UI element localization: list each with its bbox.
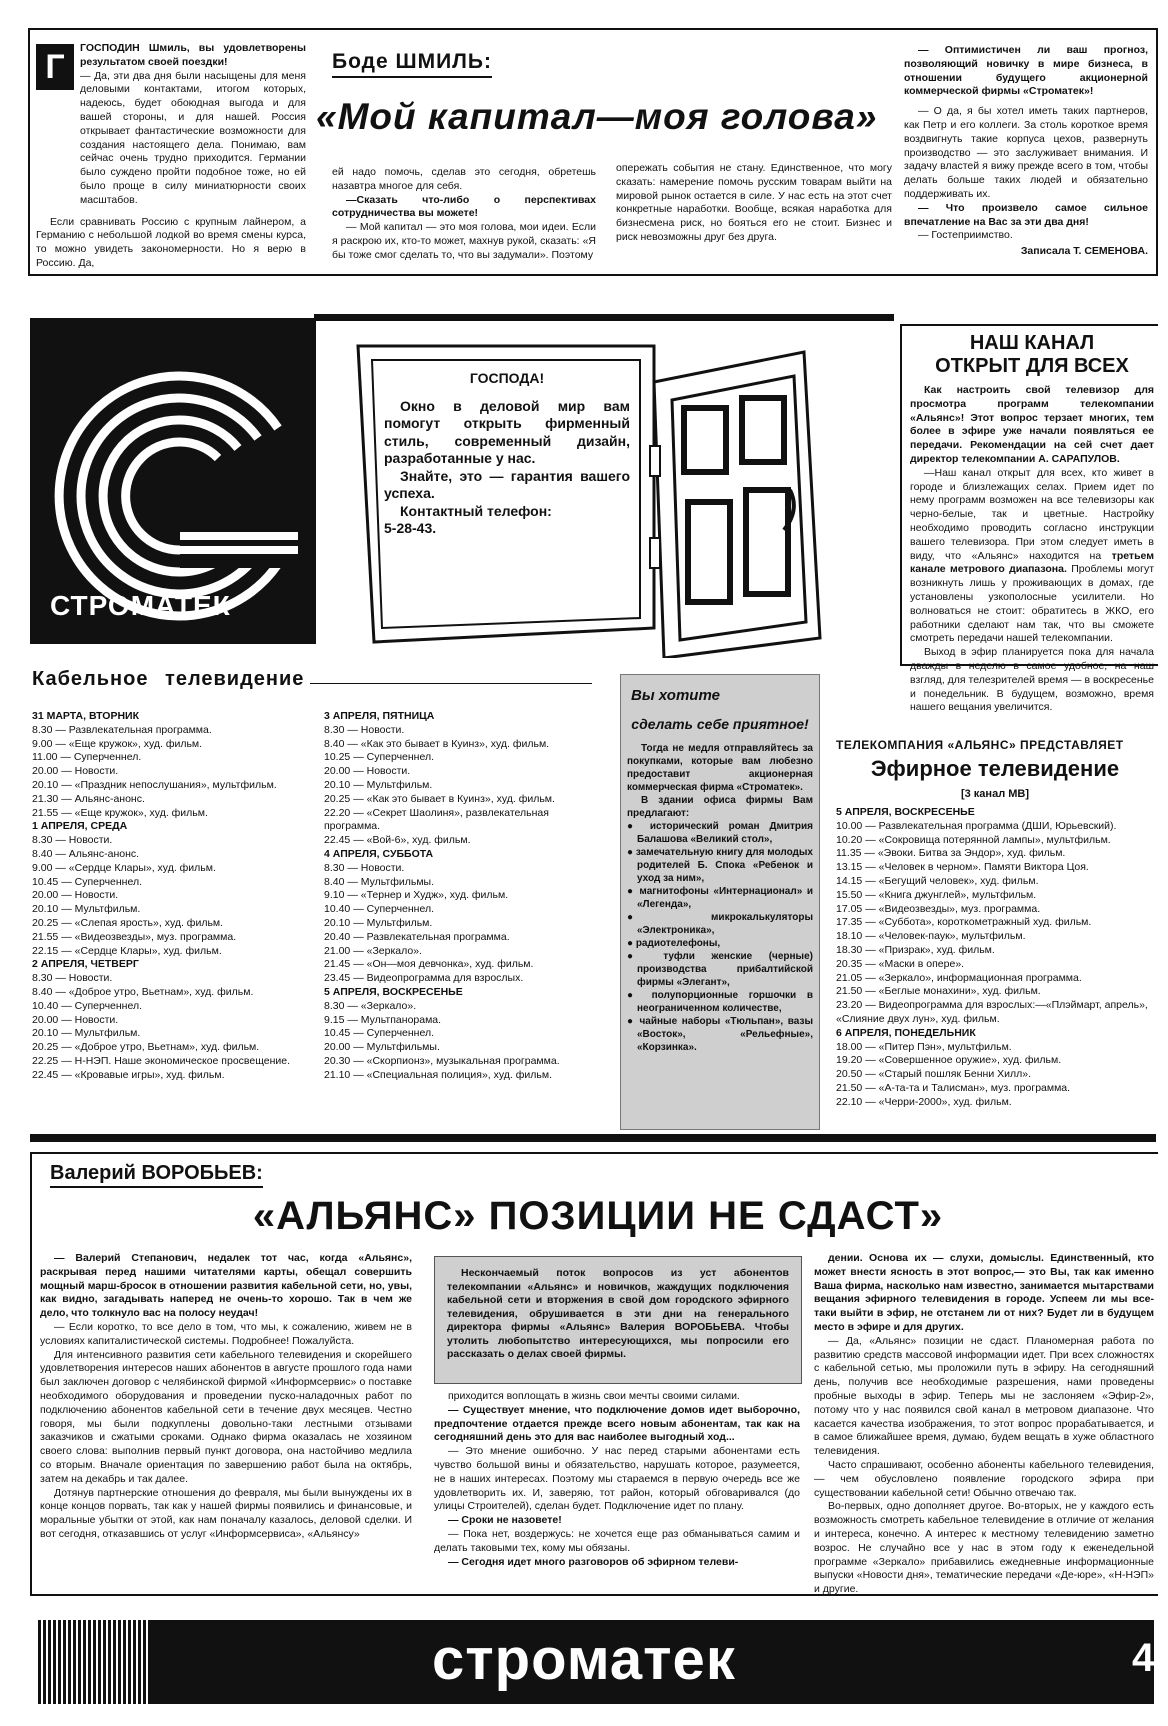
cable-row-item: 10.40 — Суперченнел. [32, 999, 143, 1012]
channel-p1-rest: Проблемы могут возникнуть лишь у проживающих в домах, где установлены узкополосные усилители. Но волноваться не стоит: обратитесь в ЖКО, его работники сделают нам так, что вы сможете смотреть передачи нашей телекомпании. [910, 563, 1154, 645]
interview2-paragraph: Для интенсивного развития сети кабельного телевидения и скорейшего удовлетворения интересов наших абонентов в августе прошлого года нами был заключен договор с челябинской фирмой «Информсервис» о поставке необходимого оборудования и проведении пуско-наладочных работ по подключению абонентов кабельной сети в течение двух месяцев. Честно говоря, мы были подкуплены довольно-таки лестными отзывами заказчиков и сжатыми сроками. Однако фирма оказалась не хозяином своего слова: выполнив первый пункт договора, она настойчиво медлила со вторым. Вначале ориентация по завершению работ была на октябрь, затем на декабрь и так далее. [40, 1348, 412, 1485]
pleasant-ad-intro2: В здании офиса фирмы Вам предлагают: [627, 795, 813, 819]
pleasant-ad-list-item: ● радиотелефоны, [627, 938, 721, 949]
cable-schedule-col2 [324, 710, 606, 1083]
ad-window-contact [384, 503, 630, 521]
channel-title1: НАШ КАНАЛ [969, 332, 1095, 354]
aliance-row-item: 18.10 — «Человек-паук», мультфильм. [836, 930, 1026, 943]
cable-row-day: 5 АПРЕЛЯ, ВОСКРЕСЕНЬЕ [324, 985, 463, 998]
aliance-row-item: 10.20 — «Сокровища потерянной лампы», мультфильм. [836, 833, 1111, 846]
cable-row-item: 8.30 — Развлекательная программа. [32, 723, 212, 736]
interview1-col2 [332, 166, 596, 263]
interview1-headline-text: «Мой капитал—моя голова» [316, 96, 878, 137]
cable-row-item: 20.10 — «Праздник непослушания», мультфильм. [32, 778, 277, 791]
interview2-paragraph: Во-первых, одно дополняет другое. Во-вторых, не у каждого есть возможность смотреть кабельное телевидение в отличие от желания и интереса, конечно. А интерес к местному телевидению заметно возрос. Не случайно все у нас в этом году к еженедельной программе «Зеркало» прибавились ежедневные информационные выпуски «Новости дня», тематические передачи «Де-юре», «Н-НЭП» и другие. [814, 1500, 1154, 1596]
cable-row-item: 8.30 — Новости. [324, 723, 405, 736]
channel-body [910, 384, 1154, 715]
aliance-row-item: 22.10 — «Черри-2000», худ. фильм. [836, 1095, 1012, 1108]
cable-heading [32, 668, 592, 691]
interview1-byline [332, 50, 492, 78]
cable-row-item: 11.00 — Суперченнел. [32, 751, 142, 764]
channel-title2: ОТКРЫТ ДЛЯ ВСЕХ [935, 355, 1129, 377]
cable-row-item: 20.00 — Новости. [32, 765, 119, 778]
aliance-row-item: 10.00 — Развлекательная программа (ДШИ, Юрьевский). [836, 819, 1117, 832]
channel-p2: Выход в эфир планируется пока для начала дважды в неделю в самое удобное, на наш взгляд, для телезрителей время — в воскресенье и понедельник. В будущем, возможно, время нашего вещания увеличится. [910, 646, 1154, 714]
cable-row-item: 22.25 — Н-НЭП. Наше экономическое просвещение. [32, 1054, 290, 1067]
pleasant-ad-list [627, 820, 813, 1054]
cable-row-item: 21.55 — «Еще кружок», худ. фильм. [32, 806, 208, 819]
cable-row-item: 21.10 — «Специальная полиция», худ. фильм. [324, 1068, 552, 1081]
cable-row-item: 22.15 — «Сердце Клары», худ. фильм. [32, 944, 222, 957]
cable-row-item: 22.45 — «Вой-6», худ. фильм. [324, 834, 471, 847]
cable-row-item: 20.10 — Мультфильм. [32, 903, 141, 916]
interview1-col4-p2: — Гостеприимство. [918, 229, 1013, 242]
footer-page-number: 4 [1132, 1636, 1155, 1680]
cable-row-item: 21.00 — «Зеркало». [324, 944, 422, 957]
cable-row-item: 8.30 — Новости. [32, 834, 113, 847]
interview2-paragraph: — Существует мнение, что подключение домов идет выборочно, предпочтение отдается прежде всего новым абонентам, так как на сегодняшний день это для вас наиболее выгодный ход... [434, 1403, 800, 1444]
aliance-row-item: 13.15 — «Человек в черном». Памяти Виктора Цоя. [836, 861, 1089, 874]
divider-top [314, 314, 894, 321]
interview2-paragraph: — Если коротко, то все дело в том, что мы, к сожалению, живем не в условиях капиталистической системы. Подробнее! Пожалуйста. [40, 1320, 412, 1347]
aliance-row-item: 18.00 — «Питер Пэн», мультфильм. [836, 1040, 1012, 1053]
interview2-paragraph: — Сегодня идет много разговоров об эфирном телеви- [448, 1555, 739, 1568]
interview1-col3-p1: опережать события не стану. Единственное, что могу сказать: намерение помочь русским товарам выйти на мировой рынок остается в силе. У нас есть на этот счет конкретные наработки. Вообще, всякая наработка для бизнесмена риск, но бояться его не стоит. Бизнес и риск невозможны друг без друга. [616, 162, 892, 243]
cable-heading-rule [310, 683, 592, 684]
interview2-box-text: Нескончаемый поток вопросов из уст абонентов телекомпании «Альянс» и новичков, жаждущих подключения кабельной сети и вторжения в свой дом городского эфирного телевидения, обрушивается в эти дни на генерального директора фирмы «Альянс» Валерия ВОРОБЬЕВА. Чтобы утолить любопытство интересующихся, мы попросили его рассказать о делах своей фирмы. [447, 1267, 789, 1360]
channel-intro: Как настроить свой телевизор для просмотра программ телекомпании «Альянс»! Этот вопрос терзает многих, тем более в эфире уже начали появляться ее передачи. Рекомендации на сей счет дает директор телекомпании А. САРАПУЛОВ. [910, 384, 1154, 465]
interview2-paragraph: Часто спрашивают, особенно абоненты кабельного телевидения,— чем обусловлено появление городского эфира при существовании кабельной сети! Обычно отвечаю так. [814, 1458, 1154, 1499]
interview2-paragraph: — Пока нет, воздержусь: не хочется еще раз обманываться самим и делать таковыми тех, кому мы обязаны. [434, 1527, 800, 1554]
cable-row-item: 8.40 — «Доброе утро, Вьетнам», худ. фильм. [32, 985, 254, 998]
pleasant-ad-list-item: ● полупорционные горшочки в неограниченном количестве, [627, 990, 813, 1014]
interview1-col2-q: —Сказать что-либо о перспективах сотрудничества вы можете! [332, 193, 596, 220]
cable-row-day: 2 АПРЕЛЯ, ЧЕТВЕРГ [32, 958, 139, 971]
aliance-row-day: 6 АПРЕЛЯ, ПОНЕДЕЛЬНИК [836, 1026, 976, 1039]
ad-window-body: Окно в деловой мир вам помогут открыть фирменный стиль, современный дизайн, разработанные у нас. [384, 397, 630, 466]
cable-row-item: 20.25 — «Слепая ярость», худ. фильм. [32, 916, 224, 929]
cable-row-item: 20.25 — «Доброе утро, Вьетнам», худ. фильм. [32, 1041, 260, 1054]
aliance-row-item: 14.15 — «Бегущий человек», худ. фильм. [836, 874, 1039, 887]
ad-window-text [384, 370, 630, 538]
pleasant-ad-body [621, 742, 819, 1054]
interview2-col3 [814, 1252, 1154, 1597]
interview1-col4 [904, 44, 1148, 259]
aliance-presents: ТЕЛЕКОМПАНИЯ «АЛЬЯНС» ПРЕДСТАВЛЯЕТ [836, 738, 1124, 752]
cable-row-day: 4 АПРЕЛЯ, СУББОТА [324, 847, 434, 860]
interview1-col1-p1: — Да, эти два дня были насыщены для меня деловыми контактами, итогом которых, надеюсь, будет обоюдная выгода и для вашей стороны, и для нашей. Россия открывает фантастические возможности для создания настоящего дела. Понимаю, вам сейчас очень трудно приходится. Германии было суждено пройти подобное тоже, но ей было проще в силу миниатюрности своих масштабов. [80, 69, 306, 206]
interview2-paragraph: Дотянув партнерские отношения до февраля, мы были вынуждены их в конце концов порвать, так как у нашей фирмы появились и финансовые, и моральные убытки от этой, как нам поначалу казалось, деловой сделки. И вот сегодня, отказавшись от услуг «Информсервиса», «Альянсу» [40, 1486, 412, 1540]
pleasant-ad-title1: Вы хотите [631, 687, 720, 704]
ad-window [354, 342, 824, 658]
cable-row-item: 8.30 — Новости. [32, 972, 113, 985]
interview1-signature: Записала Т. СЕМЕНОВА. [1020, 245, 1148, 258]
interview1-col1 [36, 42, 306, 271]
cable-row-item: 20.10 — Мультфильм. [324, 916, 433, 929]
channel-article [910, 332, 1154, 715]
cable-row-item: 8.30 — «Зеркало». [324, 999, 417, 1012]
cable-row-item: 20.00 — Новости. [32, 889, 119, 902]
interview2-headline [40, 1194, 1156, 1239]
interview2-paragraph: — Валерий Степанович, недалек тот час, когда «Альянс», раскрывая перед нашими читателями карты, обещал совершить мощный марш-бросок в отношении развития кабельной сети, но, увы, как видно, загадывать наперед не очень-то хорошо. Так в чем же дело, что толкнуло вас на полосу неудач! [40, 1252, 412, 1320]
cable-row-item: 20.00 — Новости. [324, 765, 411, 778]
aliance-row-item: 20.50 — «Старый пошляк Бенни Хилл». [836, 1068, 1031, 1081]
cable-row-item: 9.00 — «Еще кружок», худ. фильм. [32, 737, 203, 750]
cable-row-item: 21.45 — «Он—моя девчонка», худ. фильм. [324, 958, 534, 971]
stromatek-logo [30, 318, 316, 644]
interview2-paragraph: — Да, «Альянс» позиции не сдаст. Планомерная работа по развитию средств массовой информации идет. При всех сложностях с кабельной сетью, мы проложили путь в эфиру. На сегодняшний день, получив все необходимые разрешения, нами проведены пробные выходы в эфир. Теперь мы не заслоняем «Эфир-2», потому что у нас появился свой канал в метровом диапазоне. Что касается качества изображения, то этот вопрос прорабатывается, и в самое ближайшее время, думаю, будем вещать в хуже областного телевидения. [814, 1334, 1154, 1458]
cable-row-day: 3 АПРЕЛЯ, ПЯТНИЦА [324, 710, 435, 722]
channel-p1-text: —Наш канал открыт для всех, кто живет в городе и близлежащих селах. Прием идет по нему программ возможен на все телевизоры как черно-белые, так и цветные. Настройку необходимо проводить согласно инструкции вашего телевизора. При этом следует иметь в виду, что «Альянс» находится на [910, 466, 1154, 562]
aliance-row-item: 17.05 — «Видеозвезды», муз. программа. [836, 902, 1041, 915]
interview1-col4-q2: — Что произвело самое сильное впечатление на Вас за эти два дня! [904, 201, 1148, 228]
cable-row-item: 20.30 — «Скорпионз», музыкальная программа. [324, 1054, 560, 1067]
cable-heading-text: Кабельное телевидение [32, 668, 305, 690]
cable-row-item: 10.45 — Суперченнел. [324, 1027, 435, 1040]
cable-row-item: 10.45 — Суперченнел. [32, 875, 143, 888]
interview1-lead: ГОСПОДИН Шмиль, вы удовлетворены результатом своей поездки! [80, 42, 306, 68]
aliance-row-item: 19.20 — «Совершенное оружие», худ. фильм. [836, 1054, 1062, 1067]
cable-row-item: 10.40 — Суперченнел. [324, 903, 435, 916]
pleasant-ad-list-item: ● чайные наборы «Тюльпан», вазы «Восток», «Рельефные», «Корзинка». [627, 1016, 813, 1053]
cable-row-item: 20.00 — Новости. [32, 1013, 119, 1026]
cable-row-item: 9.00 — «Сердце Клары», худ. фильм. [32, 861, 216, 874]
cable-row-item: 21.30 — Альянс-анонс. [32, 792, 145, 805]
interview1-col3 [616, 162, 892, 245]
aliance-row-item: 18.30 — «Призрак», худ. фильм. [836, 943, 995, 956]
aliance-row-item: 17.35 — «Суббота», короткометражный худ. фильм. [836, 916, 1092, 929]
interview2-byline-text: Валерий ВОРОБЬЕВ: [50, 1162, 263, 1184]
cable-schedule-col1 [32, 710, 314, 1083]
cable-row-item: 20.10 — Мультфильм. [324, 778, 433, 791]
cable-row-item: 23.45 — Видеопрограмма для взрослых. [324, 972, 524, 985]
cable-row-item: 20.00 — Мультфильмы. [324, 1041, 440, 1054]
interview2-paragraph: — Сроки не назовете! [448, 1514, 562, 1527]
interview1-col1-p2: Если сравнивать Россию с крупным лайнером, а Германию с небольшой лодкой во время смены курса, то можно увидеть закономерности. Но я верю в Россию. Да, [36, 215, 306, 269]
pleasant-ad-list-item: ● замечательную книгу для молодых родителей Б. Спока «Ребенок и уход за ним», [627, 847, 813, 884]
aliance-row-item: 23.20 — Видеопрограмма для взрослых:—«Плэймарт, апрель», «Слияние двух лун», худ. фильм. [836, 999, 1148, 1025]
interview1-col4-p1: — О да, я бы хотел иметь таких партнеров, как Петр и его коллеги. За столь короткое время воздвигнуть такие корпуса цехов, развернуть производство — это заслуживает внимания. И задачу властей я вижу прежде всего в том, чтобы делать больше таких людей и обязательно поддерживать их. [904, 105, 1148, 200]
interview1-col2-p2: — Мой капитал — это моя голова, мои идеи. Если я раскрою их, кто-то может, махнув рукой, сказать: «Я бы тоже смог сделать то, что вы задумали». Поэтому [332, 221, 596, 261]
aliance-row-item: 20.35 — «Маски в опере». [836, 957, 965, 970]
interview1-headline [316, 96, 896, 138]
footer-brand: строматек [432, 1627, 736, 1692]
interview2-paragraph: дении. Основа их — слухи, домыслы. Единственный, кто может внести ясность в этот вопрос,— это Вы, так как именно Ваша фирма, насколько нам известно, занимается мытарствами вещания эфирного телевидения в городе. Успеем ли мы все-таки выйти в эфир, не отстанем ли от них? Будет ли в будущем место в эфире и для других. [814, 1252, 1154, 1333]
aliance-row-item: 15.50 — «Книга джунглей», мультфильм. [836, 888, 1037, 901]
pleasant-ad-list-item: ● микрокалькуляторы «Электроника», [627, 912, 813, 936]
cable-row-day: 31 МАРТА, ВТОРНИК [32, 710, 140, 722]
aliance-title: Эфирное телевидение [870, 756, 1120, 781]
pleasant-ad-list-item: ● магнитофоны «Интернационал» и «Легенда», [627, 886, 813, 910]
interview2-col1 [40, 1252, 412, 1542]
interview2-box [434, 1256, 802, 1384]
cable-row-item: 8.30 — Новости. [324, 861, 405, 874]
interview2-byline [50, 1162, 263, 1188]
aliance-row-item: 21.05 — «Зеркало», информационная программа. [836, 971, 1082, 984]
interview2-col2 [434, 1390, 800, 1569]
aliance-sub: [3 канал МВ] [960, 788, 1030, 800]
aliance-row-item: 21.50 — «Беглые монахини», худ. фильм. [836, 985, 1041, 998]
ad-window-title: ГОСПОДА! [469, 370, 545, 386]
stromatek-logo-text: СТРОМАТЕК [50, 590, 231, 621]
cable-row-item: 20.25 — «Как это бывает в Куинз», худ. фильм. [324, 792, 555, 805]
cable-row-item: 9.15 — Мультпанорама. [324, 1013, 442, 1026]
pleasant-ad [620, 674, 820, 1130]
cable-row-item: 21.55 — «Видеозвезды», муз. программа. [32, 930, 237, 943]
cable-row-item: 20.40 — Развлекательная программа. [324, 930, 510, 943]
interview2-headline-text: «АЛЬЯНС» ПОЗИЦИИ НЕ СДАСТ» [252, 1194, 944, 1238]
pleasant-ad-list-item: ● туфли женские (черные) производства прибалтийской фирмы «Элегант», [627, 951, 813, 988]
ad-window-body2: Знайте, это — гарантия вашего успеха. [384, 467, 630, 501]
interview1-col2-p1: ей надо помочь, сделав это сегодня, обретешь назавтра многое для себя. [332, 166, 596, 192]
cable-row-item: 22.45 — «Кровавые игры», худ. фильм. [32, 1068, 225, 1081]
aliance-row-day: 5 АПРЕЛЯ, ВОСКРЕСЕНЬЕ [836, 806, 975, 818]
pleasant-ad-title2: сделать себе приятное! [631, 716, 809, 732]
cable-row-item: 8.40 — Мультфильмы. [324, 875, 435, 888]
pleasant-ad-list-item: ● исторический роман Дмитрия Балашова «Великий стол», [627, 821, 813, 845]
interview1-byline-text: Боде ШМИЛЬ: [332, 50, 492, 73]
cable-row-item: 22.20 — «Секрет Шаолиня», развлекательная программа. [324, 806, 549, 833]
cable-row-item: 8.40 — «Как это бывает в Куинз», худ. фильм. [324, 737, 550, 750]
drop-cap-letter: Г [45, 48, 65, 86]
interview2-paragraph: — Это мнение ошибочно. У нас перед старыми абонентами есть чувство большой вины и обязательство, нарушать которое, разумеется, не в наших интересах. Поэтому мы стараемся в первую очередь все же удовлетворить их. И, заверяю, тот район, который обговаривался (до улицы Строителей), сделан будет. Подключение идет по плану. [434, 1445, 800, 1513]
contact-label: Контактный телефон: [400, 502, 552, 519]
cable-row-day: 1 АПРЕЛЯ, СРЕДА [32, 820, 128, 833]
divider-middle [30, 1134, 1156, 1142]
cable-row-item: 9.10 — «Тернер и Худж», худ. фильм. [324, 889, 509, 902]
channel-p1 [910, 467, 1154, 646]
aliance-row-item: 21.50 — «А-та-та и Талисман», муз. программа. [836, 1081, 1071, 1094]
ad-window-phone: 5-28-43. [384, 520, 437, 536]
aliance-row-item: 11.35 — «Эвоки. Битва за Эндор», худ. фильм. [836, 847, 1066, 860]
cable-row-item: 10.25 — Суперченнел. [324, 751, 435, 764]
interview2-paragraph: приходится воплощать в жизнь свои мечты своими силами. [448, 1390, 740, 1402]
aliance-schedule [836, 806, 1154, 1110]
channel-p1-bold: третьем канале метрового диапазона. [910, 549, 1154, 576]
cable-row-item: 20.10 — Мультфильм. [32, 1027, 141, 1040]
cable-row-item: 8.40 — Альянс-анонс. [32, 847, 140, 860]
pleasant-ad-intro: Тогда не медля отправляйтесь за покупками, которые вам любезно предоставит акционерная коммерческая фирма «Строматек». [627, 743, 813, 793]
interview1-col4-q1: — Оптимистичен ли ваш прогноз, позволяющий новичку в мире бизнеса, в отношении будущего акционерной коммерческой фирмы «Строматек»! [904, 44, 1148, 98]
